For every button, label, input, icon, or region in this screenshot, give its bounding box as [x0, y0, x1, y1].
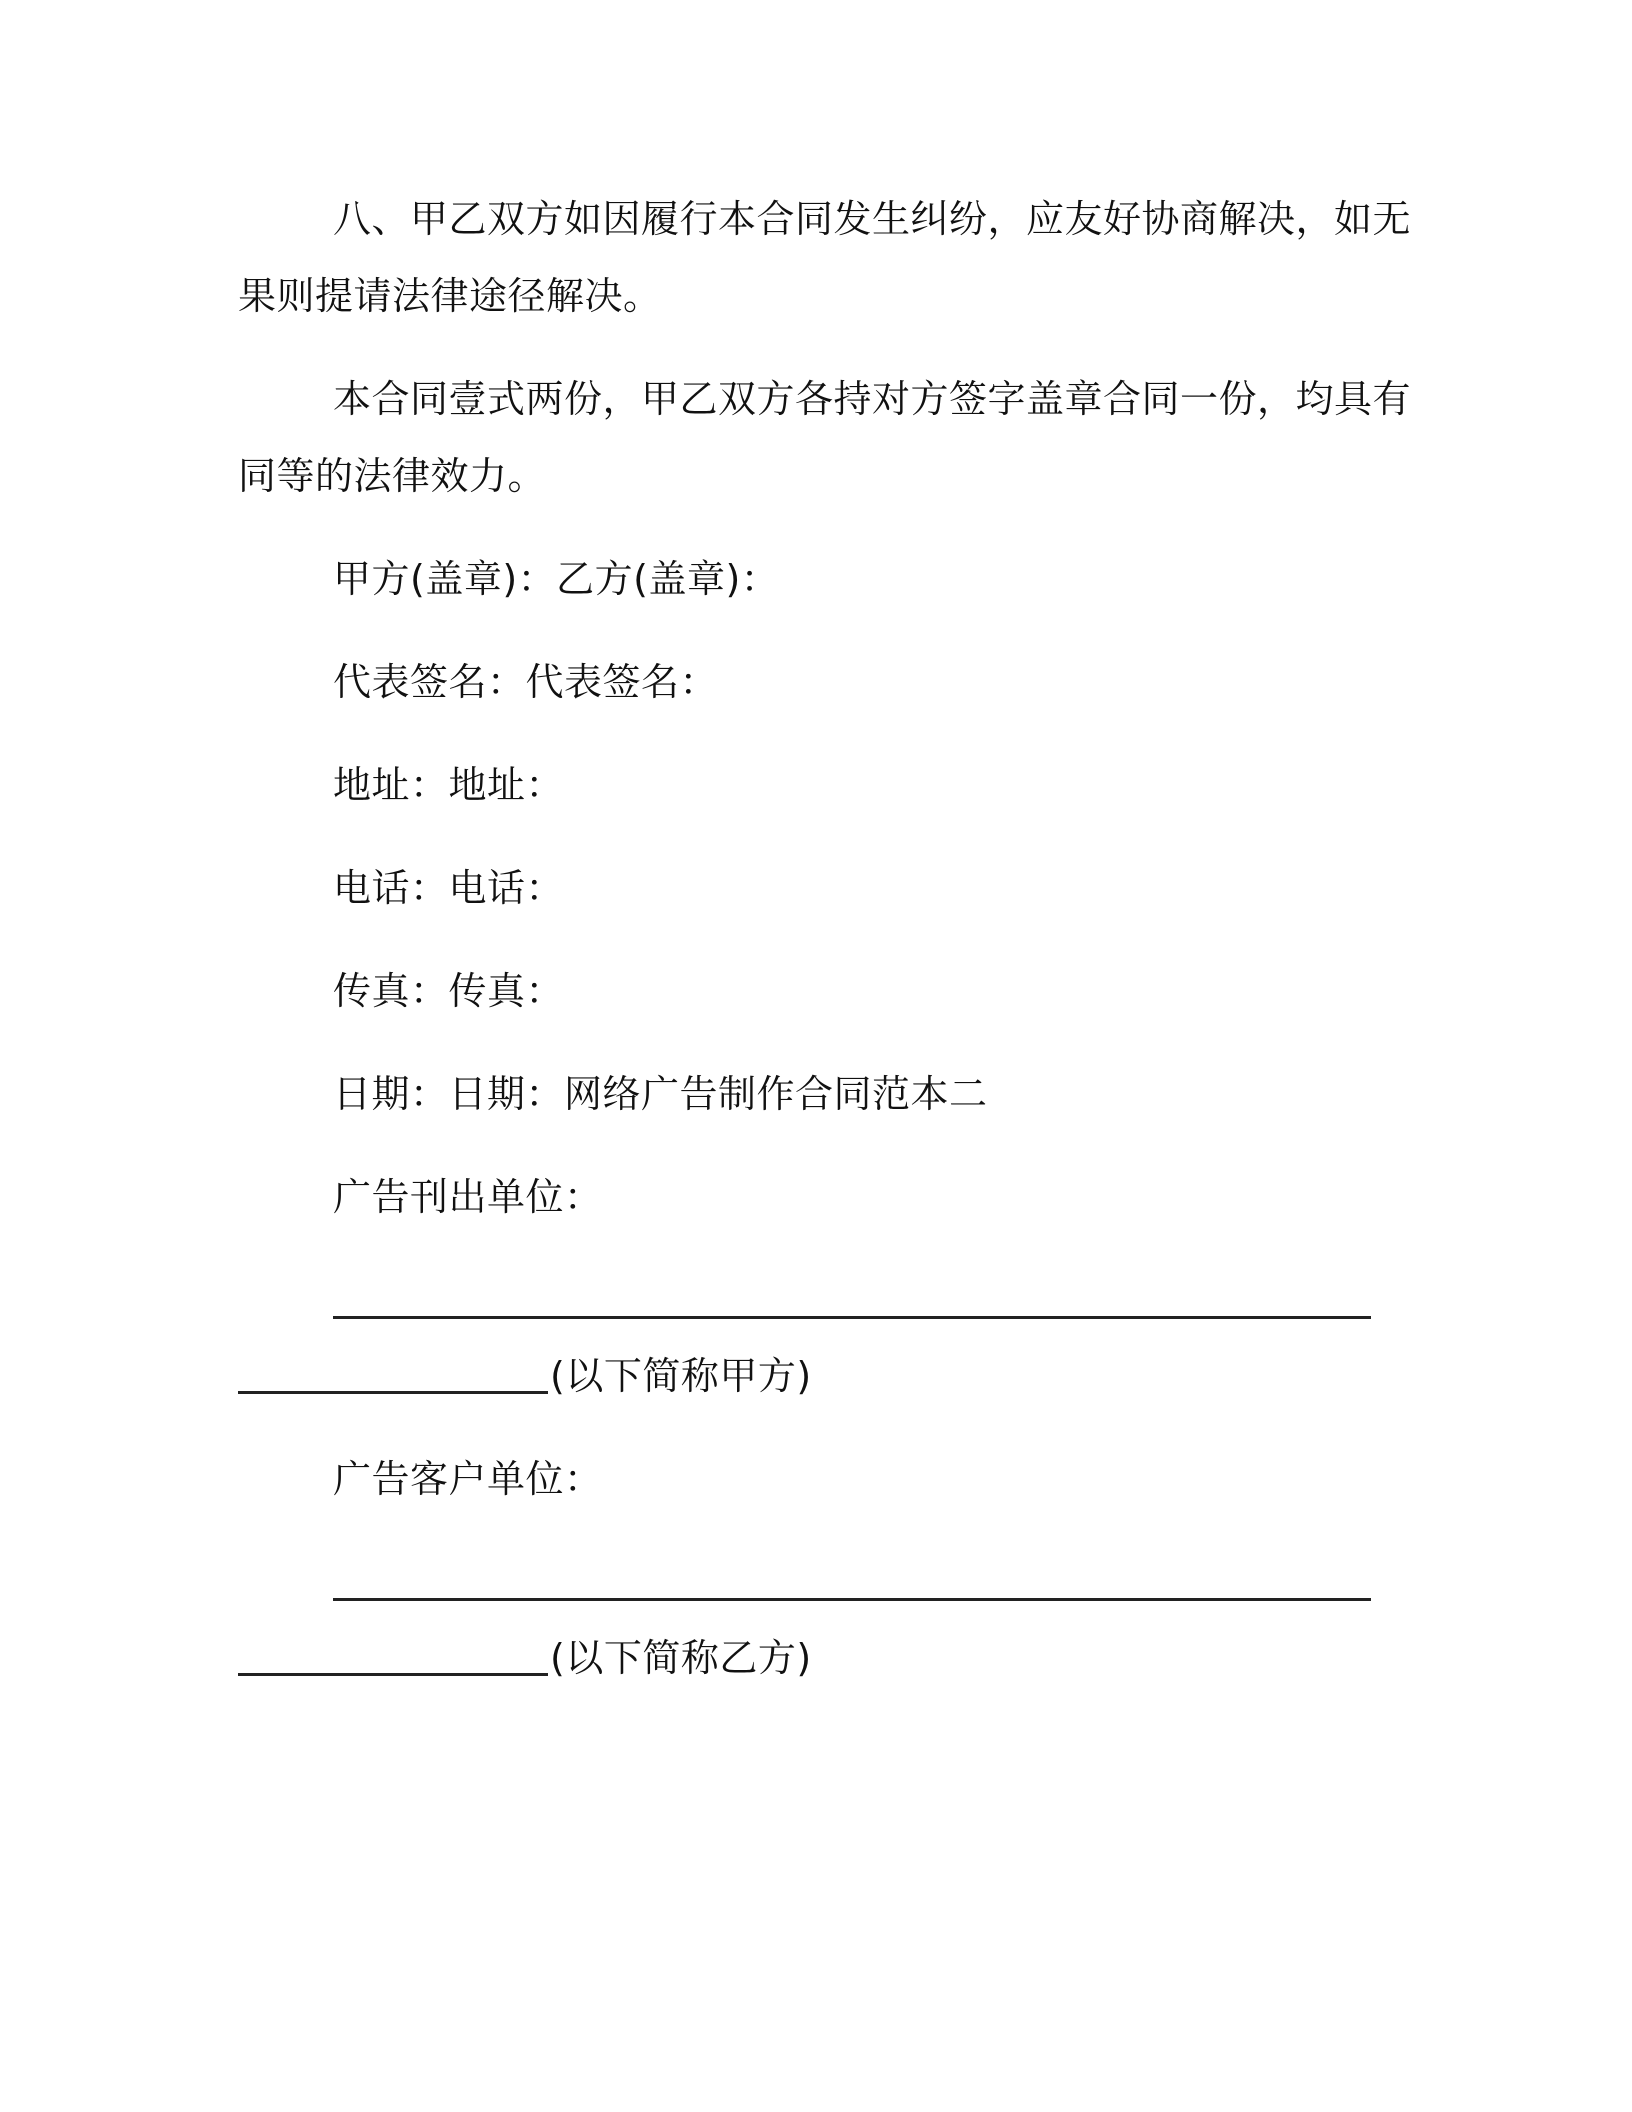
fax-line: 传真：传真： [333, 969, 565, 1013]
copies-clause-line-1: 本合同壹式两份，甲乙双方各持对方签字盖章合同一份，均具有 [333, 377, 1412, 421]
phone-line: 电话：电话： [333, 866, 565, 910]
party-b-suffix: (以下简称乙方) [550, 1636, 812, 1680]
client-blank-line-2 [238, 1673, 548, 1676]
address-line: 地址：地址： [333, 763, 565, 807]
clause-8-line-2: 果则提请法律途径解决。 [238, 274, 662, 318]
client-blank-line-1 [333, 1598, 1371, 1601]
publisher-blank-line-1 [333, 1316, 1371, 1319]
publisher-blank-line-2 [238, 1391, 548, 1394]
signature-line: 代表签名：代表签名： [333, 660, 719, 704]
seal-line: 甲方(盖章)：乙方(盖章)： [333, 557, 780, 601]
publisher-label: 广告刊出单位： [333, 1175, 603, 1219]
copies-clause-line-2: 同等的法律效力。 [238, 454, 547, 498]
party-a-suffix: (以下简称甲方) [550, 1354, 812, 1398]
date-and-title-line: 日期：日期：网络广告制作合同范本二 [333, 1072, 988, 1116]
client-label: 广告客户单位： [333, 1457, 603, 1501]
clause-8-line-1: 八、甲乙双方如因履行本合同发生纠纷，应友好协商解决，如无 [333, 197, 1412, 241]
